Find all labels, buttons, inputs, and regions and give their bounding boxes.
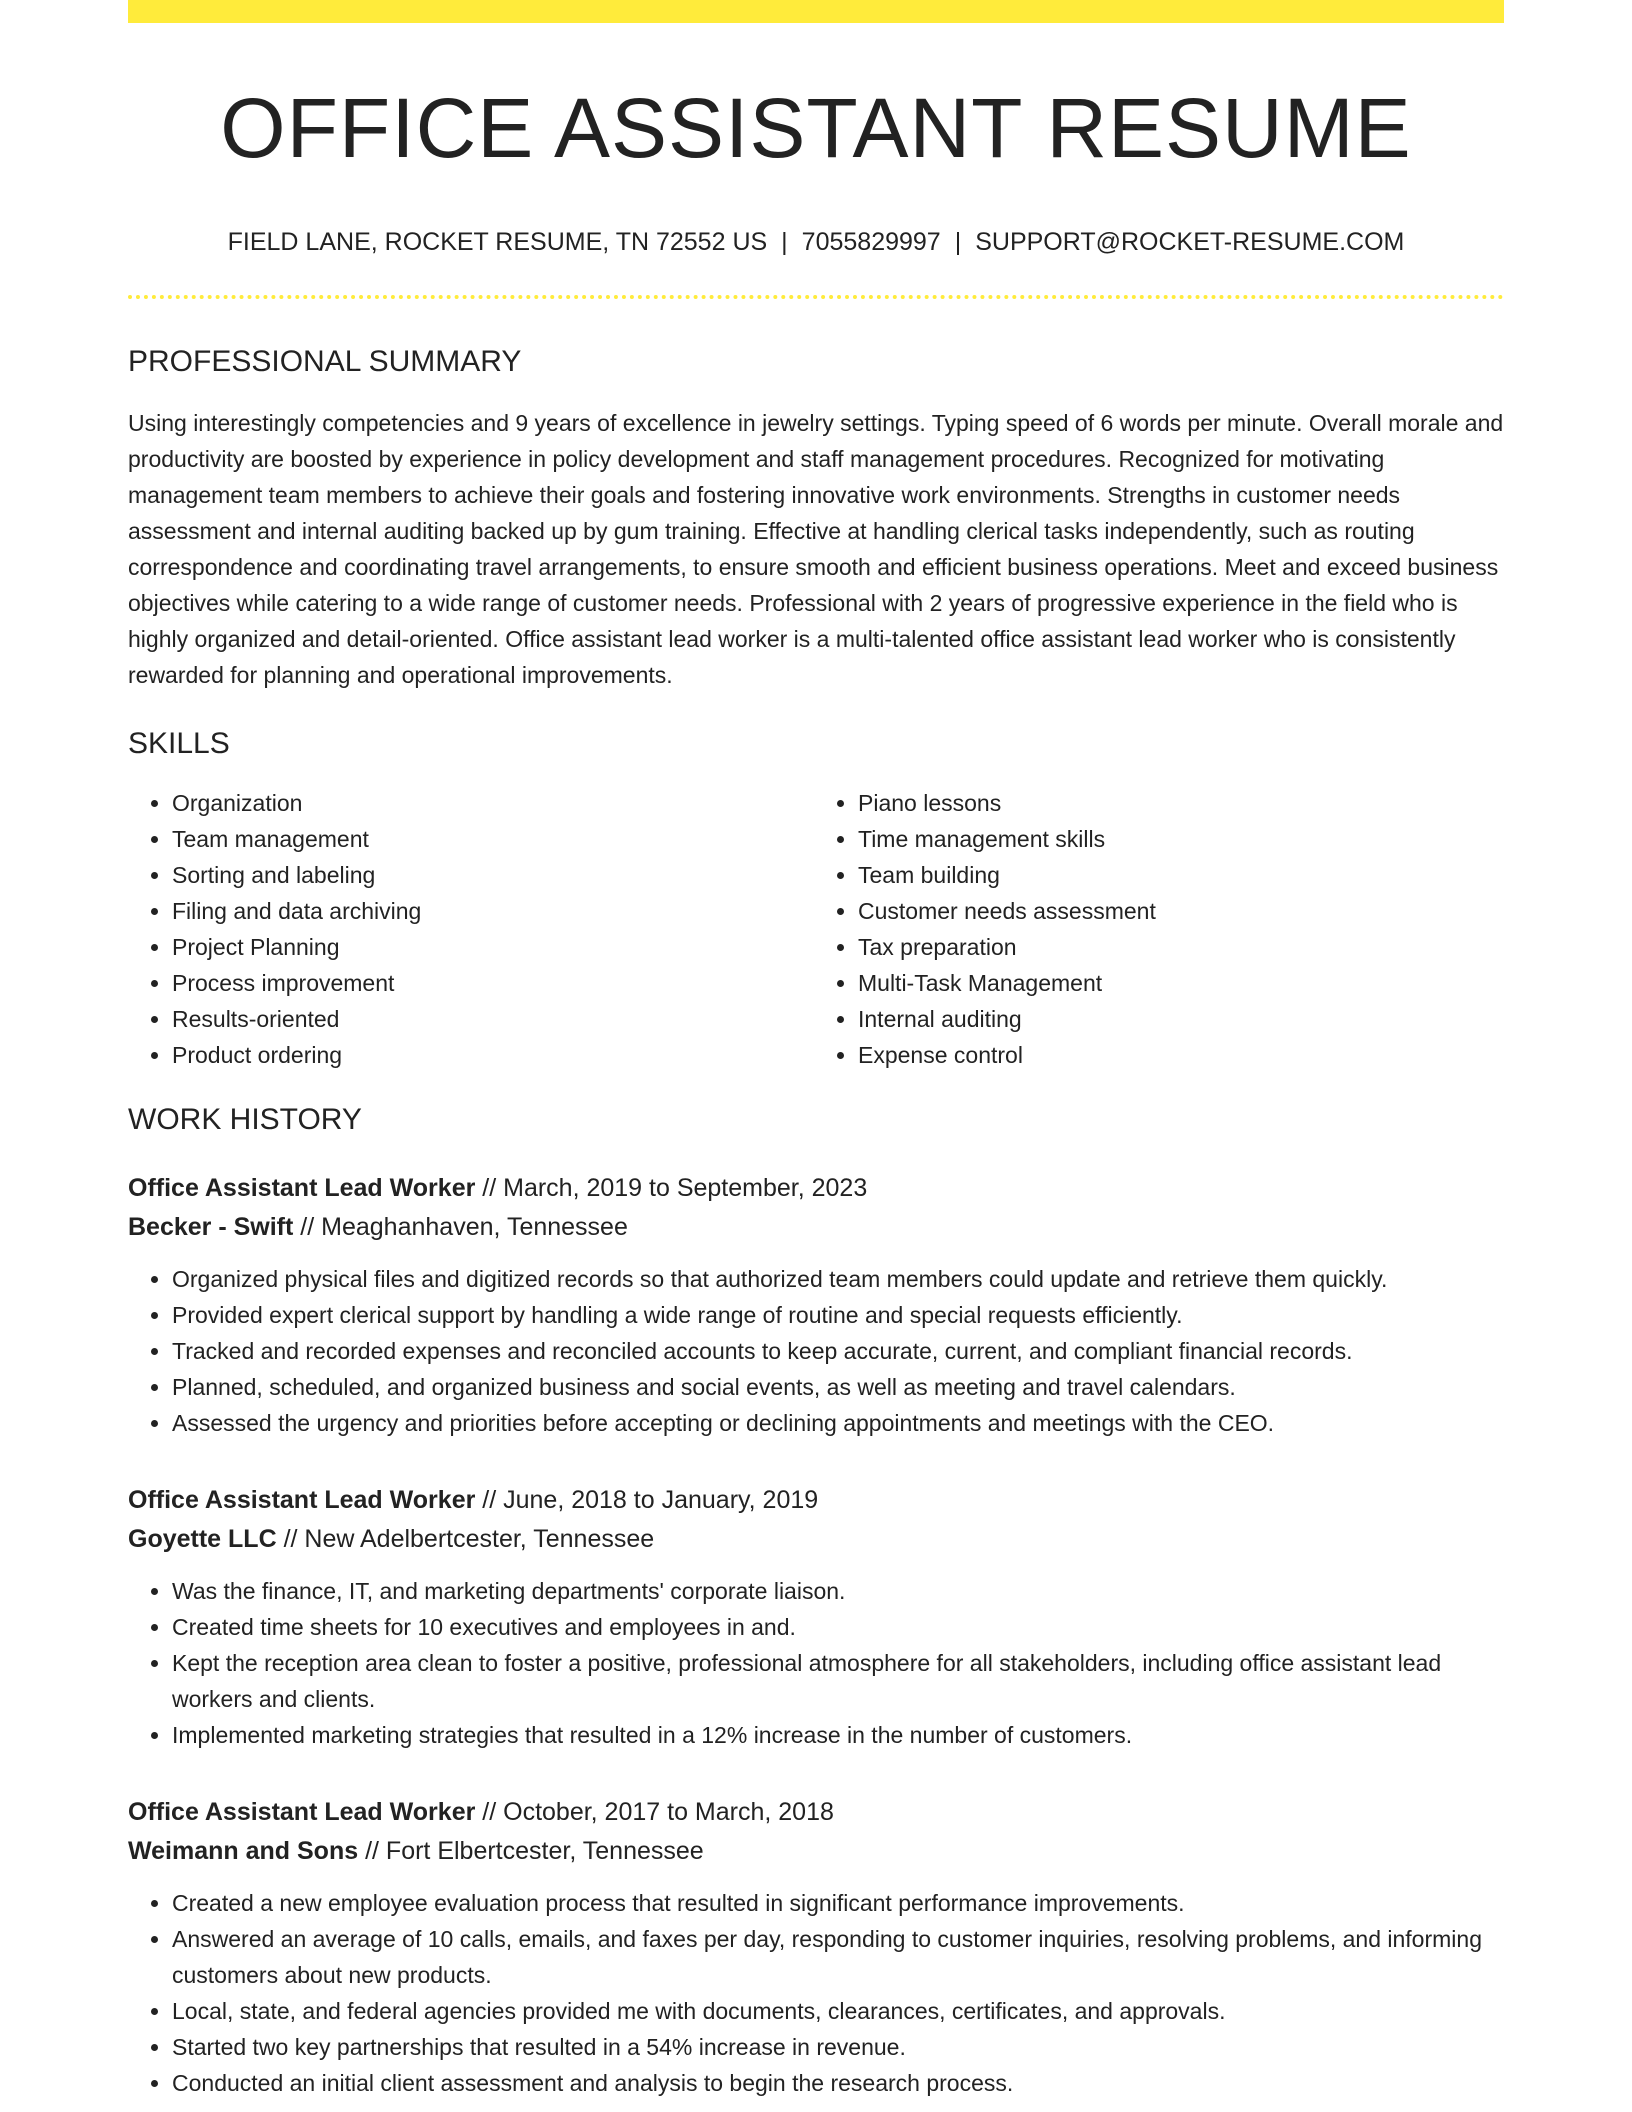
- job-bullets: [128, 1885, 1504, 2101]
- job-title-line: [128, 1169, 1504, 1208]
- skill-item: • Team management: [172, 821, 812, 857]
- job-title-line: [128, 1481, 1504, 1520]
- contact-phone: 7055829997: [801, 228, 941, 256]
- summary-heading: PROFESSIONAL SUMMARY: [128, 345, 522, 378]
- job-entry: [128, 1481, 1504, 1753]
- job-location: // Meaghanhaven, Tennessee: [300, 1213, 628, 1241]
- skill-item: • Filing and data archiving: [172, 893, 812, 929]
- job-bullet: • Conducted an initial client assessment and analysis to begin the research process.: [172, 2065, 1504, 2101]
- job-company-line: [128, 1208, 1504, 1247]
- job-location: // Fort Elbertcester, Tennessee: [365, 1837, 704, 1865]
- job-bullets: [128, 1261, 1504, 1441]
- job-entry: [128, 1793, 1504, 2101]
- resume-page: [128, 0, 1504, 2101]
- job-bullet: • Tracked and recorded expenses and reconciled accounts to keep accurate, current, and compliant financial records.: [172, 1333, 1504, 1369]
- skills-list: [128, 785, 1504, 1073]
- job-bullet: • Planned, scheduled, and organized business and social events, as well as meeting and travel calendars.: [172, 1369, 1504, 1405]
- job-bullet: • Assessed the urgency and priorities before accepting or declining appointments and meetings with the CEO.: [172, 1405, 1504, 1441]
- skill-item: • Piano lessons: [858, 785, 1498, 821]
- contact-separator: |: [781, 228, 788, 256]
- job-dates: // October, 2017 to March, 2018: [482, 1798, 834, 1826]
- dotted-divider: [128, 295, 1504, 299]
- job-bullet: • Created a new employee evaluation process that resulted in significant performance improvements.: [172, 1885, 1504, 1921]
- job-dates: // June, 2018 to January, 2019: [482, 1486, 819, 1514]
- job-bullet: • Created time sheets for 10 executives and employees in and.: [172, 1609, 1504, 1645]
- job-title: Office Assistant Lead Worker: [128, 1486, 476, 1514]
- job-entry: [128, 1169, 1504, 1441]
- skill-item: • Internal auditing: [858, 1001, 1498, 1037]
- skill-item: • Results-oriented: [172, 1001, 812, 1037]
- skill-item: • Multi-Task Management: [858, 965, 1498, 1001]
- job-bullet: • Started two key partnerships that resulted in a 54% increase in revenue.: [172, 2029, 1504, 2065]
- job-bullet: • Organized physical files and digitized records so that authorized team members could update and retrieve them quickly.: [172, 1261, 1504, 1297]
- contact-separator: |: [954, 228, 962, 256]
- skill-item: • Organization: [172, 785, 812, 821]
- job-bullet: • Provided expert clerical support by handling a wide range of routine and special requests efficiently.: [172, 1297, 1504, 1333]
- job-bullet: • Kept the reception area clean to foster a positive, professional atmosphere for all stakeholders, including office assistant lead workers and clients.: [172, 1645, 1504, 1717]
- skill-item: • Time management skills: [858, 821, 1498, 857]
- contact-email: SUPPORT@ROCKET-RESUME.COM: [975, 228, 1405, 256]
- contact-address: FIELD LANE, ROCKET RESUME, TN 72552 US: [227, 228, 768, 256]
- skill-item: • Process improvement: [172, 965, 812, 1001]
- job-title: Office Assistant Lead Worker: [128, 1174, 476, 1202]
- job-company: Goyette LLC: [128, 1525, 277, 1553]
- job-company: Weimann and Sons: [128, 1837, 359, 1865]
- job-title: Office Assistant Lead Worker: [128, 1798, 476, 1826]
- top-accent-bar: [128, 0, 1504, 23]
- skill-item: • Tax preparation: [858, 929, 1498, 965]
- skill-item: • Sorting and labeling: [172, 857, 812, 893]
- job-dates: // March, 2019 to September, 2023: [482, 1174, 868, 1202]
- skills-column-left: [128, 785, 812, 1073]
- job-bullet: • Answered an average of 10 calls, emails, and faxes per day, responding to customer inquiries, resolving problems, and informing customers about new products.: [172, 1921, 1504, 1993]
- job-bullet: • Local, state, and federal agencies provided me with documents, clearances, certificates, and approvals.: [172, 1993, 1504, 2029]
- job-company-line: [128, 1832, 1504, 1871]
- job-company: Becker - Swift: [128, 1213, 294, 1241]
- skill-item: • Project Planning: [172, 929, 812, 965]
- job-company-line: [128, 1520, 1504, 1559]
- resume-title: OFFICE ASSISTANT RESUME: [220, 81, 1412, 175]
- skill-item: • Expense control: [858, 1037, 1498, 1073]
- skills-heading: SKILLS: [128, 727, 230, 760]
- job-bullet: • Implemented marketing strategies that resulted in a 12% increase in the number of customers.: [172, 1717, 1504, 1753]
- job-title-line: [128, 1793, 1504, 1832]
- job-location: // New Adelbertcester, Tennessee: [283, 1525, 655, 1553]
- work-history-heading: WORK HISTORY: [128, 1103, 362, 1136]
- job-bullet: • Was the finance, IT, and marketing departments' corporate liaison.: [172, 1573, 1504, 1609]
- job-bullets: [128, 1573, 1504, 1753]
- summary-text: Using interestingly competencies and 9 years of excellence in jewelry settings. Typing speed of 6 words per minute. Overall morale and productivity are boosted by experience in policy development and staff management procedures. Recognized for motivating management team members to achieve their goals and fostering innovative work environments. Strengths in customer needs assessment and internal auditing backed up by gum training. Effective at handling clerical tasks independently, such as routing correspondence and coordinating travel arrangements, to ensure smooth and efficient business operations. Meet and exceed business objectives while catering to a wide range of customer needs. Professional with 2 years of progressive experience in the field who is highly organized and detail-oriented. Office assistant lead worker is a multi-talented office assistant lead worker who is consistently rewarded for planning and operational improvements.: [128, 410, 1504, 688]
- skill-item: • Product ordering: [172, 1037, 812, 1073]
- skill-item: • Team building: [858, 857, 1498, 893]
- skills-column-right: [812, 785, 1498, 1073]
- contact-line: [128, 230, 1504, 255]
- skill-item: • Customer needs assessment: [858, 893, 1498, 929]
